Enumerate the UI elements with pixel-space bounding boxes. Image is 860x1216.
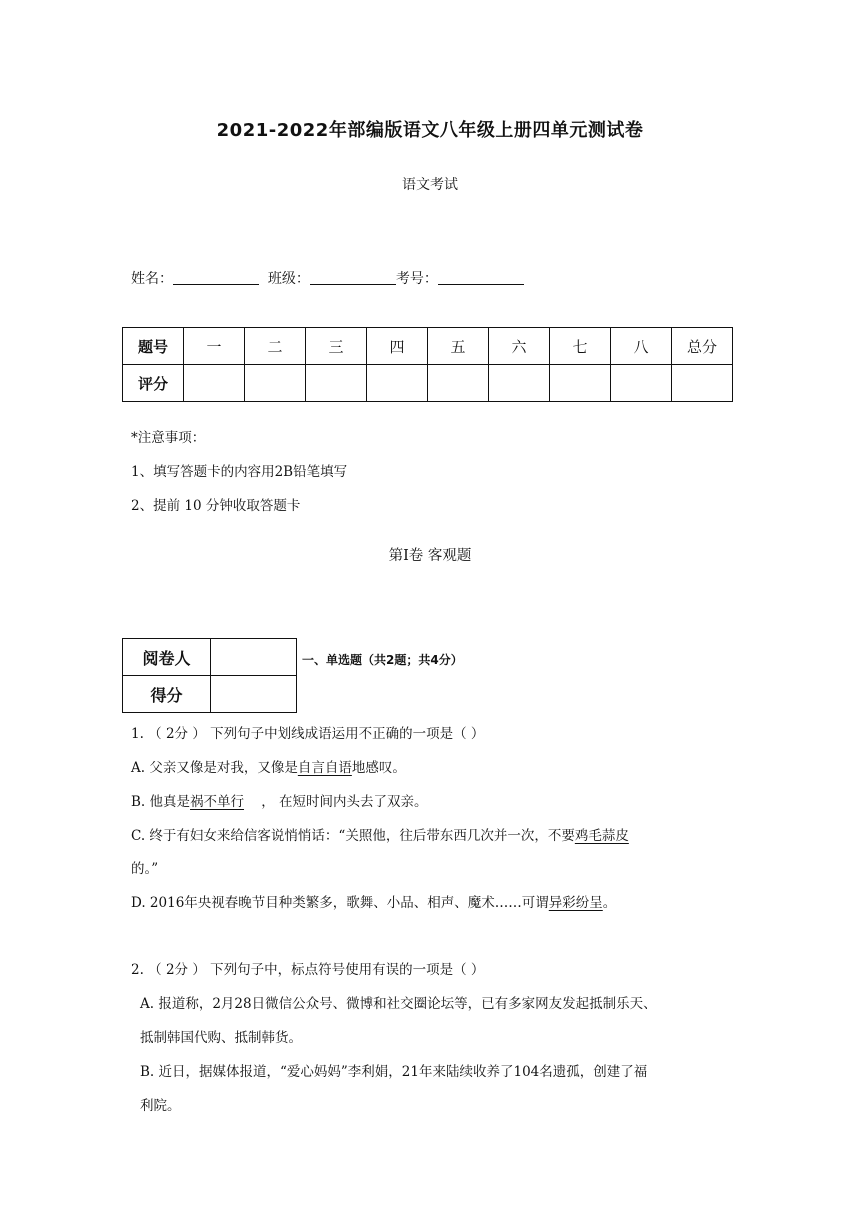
q2-stem: 2. （ 2分 ） 下列句子中，标点符号使用有误的一项是（ ） xyxy=(131,962,485,978)
score-table-header-row xyxy=(123,328,733,365)
q2-option-b: B. 近日，据媒体报道，“爱心妈妈”李利娟，21年来陆续收养了104名遗孤，创建了福 xyxy=(140,1064,648,1080)
reviewer-cell[interactable] xyxy=(211,639,297,676)
score-col-2: 二 xyxy=(245,328,306,365)
student-info-line xyxy=(131,268,524,288)
id-label: 考号： xyxy=(395,271,438,287)
score-cell[interactable] xyxy=(184,365,245,402)
q2-option-a-cont: 抵制韩国代购、抵制韩货。 xyxy=(140,1030,302,1046)
name-blank[interactable] xyxy=(173,270,259,285)
class-blank[interactable] xyxy=(310,270,396,285)
q2-option-b-cont: 利院。 xyxy=(140,1098,181,1114)
q1-c-text: C. 终于有妇女来给信客说悄悄话：“关照他，往后带东西几次并一次，不要 xyxy=(131,828,575,844)
grader-row xyxy=(123,676,297,713)
q1-option-a xyxy=(131,756,406,776)
note-item-2: 2、提前 10 分钟收取答题卡 xyxy=(131,498,301,514)
reviewer-label: 阅卷人 xyxy=(123,639,211,676)
mcq-heading: 一、单选题（共2题；共4分） xyxy=(302,653,463,667)
q1-c-underlined: 鸡毛蒜皮 xyxy=(574,828,629,844)
grader-score-label: 得分 xyxy=(123,676,211,713)
q1-stem: 1. （ 2分 ） 下列句子中划线成语运用不正确的一项是（ ） xyxy=(131,726,485,742)
q1-b-text: B. 他真是 xyxy=(131,794,191,810)
score-table xyxy=(122,327,733,402)
score-cell[interactable] xyxy=(611,365,672,402)
q1-option-c xyxy=(131,824,629,844)
class-label: 班级： xyxy=(267,271,310,287)
score-col-3: 三 xyxy=(306,328,367,365)
score-table-score-row xyxy=(123,365,733,402)
score-row-label: 评分 xyxy=(123,365,184,402)
score-col-7: 七 xyxy=(550,328,611,365)
q1-b-text-end: ， 在短时间内头去了双亲。 xyxy=(261,794,428,810)
grader-row xyxy=(123,639,297,676)
q1-option-d xyxy=(131,891,616,911)
section-title: 第Ⅰ卷 客观题 xyxy=(388,548,472,564)
score-cell[interactable] xyxy=(245,365,306,402)
exam-subtitle: 语文考试 xyxy=(402,177,458,193)
q1-a-underlined: 自言自语 xyxy=(297,760,352,776)
q1-b-underlined: 祸不单行 xyxy=(190,794,245,810)
note-item-1: 1、填写答题卡的内容用2B铅笔填写 xyxy=(131,464,348,480)
score-col-8: 八 xyxy=(611,328,672,365)
q1-d-text-end: 。 xyxy=(602,895,617,911)
question-number-label: 题号 xyxy=(123,328,184,365)
q1-a-text: A. 父亲又像是对我，又像是 xyxy=(131,760,298,776)
score-cell[interactable] xyxy=(489,365,550,402)
score-col-6: 六 xyxy=(489,328,550,365)
q1-d-text: D. 2016年央视春晚节目种类繁多，歌舞、小品、相声、魔术……可谓 xyxy=(131,895,549,911)
q1-option-c-cont: 的。” xyxy=(131,861,159,877)
score-cell[interactable] xyxy=(428,365,489,402)
score-col-1: 一 xyxy=(184,328,245,365)
score-col-total: 总分 xyxy=(672,328,733,365)
score-cell[interactable] xyxy=(672,365,733,402)
q1-a-text-end: 地感叹。 xyxy=(351,760,406,776)
grader-table xyxy=(122,638,297,713)
q1-d-underlined: 异彩纷呈 xyxy=(548,895,603,911)
id-blank[interactable] xyxy=(438,270,524,285)
exam-title: 2021-2022年部编版语文八年级上册四单元测试卷 xyxy=(216,120,644,141)
name-label: 姓名： xyxy=(131,271,173,287)
notes-heading: *注意事项： xyxy=(131,430,206,446)
q2-option-a: A. 报道称，2月28日微信公众号、微博和社交圈论坛等，已有多家网友发起抵制乐天、 xyxy=(140,996,657,1012)
score-cell[interactable] xyxy=(550,365,611,402)
q1-option-b xyxy=(131,790,427,810)
score-col-4: 四 xyxy=(367,328,428,365)
score-cell[interactable] xyxy=(367,365,428,402)
score-cell[interactable] xyxy=(306,365,367,402)
score-col-5: 五 xyxy=(428,328,489,365)
grader-score-cell[interactable] xyxy=(211,676,297,713)
